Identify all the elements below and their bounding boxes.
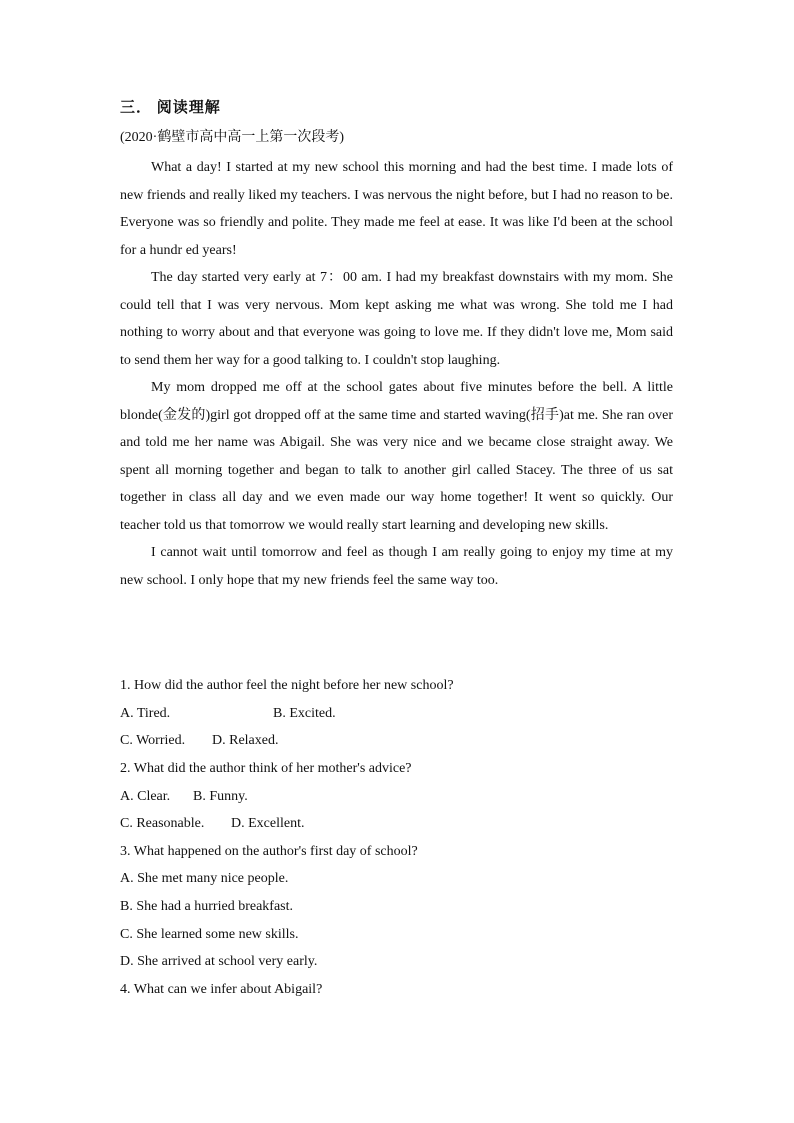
passage-paragraph-4: I cannot wait until tomorrow and feel as though I am really going to enjoy my time at my new school. I only hope that my new friends feel the same way too. [120,545,673,588]
question-3-option-c: C. She learned some new skills. [120,927,299,942]
question-2-stem: 2. What did the author think of her mother's advice? [120,761,412,776]
section-title: 三． 阅读理解 [120,100,221,116]
passage-paragraph-1: What a day! I started at my new school this morning and had the best time. I made lots of new friends and really liked my teachers. I was nervous the night before, but I had no reason to be. Everyone was so friendly and polite. They made me feel at ease. It was like I'd been at the school for a hundr ed years! [120,160,673,258]
question-2-option-a: A. Clear. [120,789,171,804]
question-3-option-a: A. She met many nice people. [120,871,289,886]
passage-paragraph-3: My mom dropped me off at the school gates about five minutes before the bell. A little blonde(金发的)girl got dropped off at the same time and started waving(招手)at me. She ran over and told me her name was Abigail. She was very nice and we became close straight away. We spent all morning together and began to talk to another girl called Stacey. The three of us sat together in class all day and we even made our way home together! It went so quickly. Our teacher told us that tomorrow we would really start learning and developing new skills. [120,380,673,533]
question-2-option-c: C. Reasonable. [120,816,205,831]
question-3-stem: 3. What happened on the author's first day of school? [120,844,418,859]
passage-paragraph-2: The day started very early at 7：00 am. I had my breakfast downstairs with my mom. She could tell that I was very nervous. Mom kept asking me what was wrong. She told me I had nothing to worry about and that everyone was going to love me. If they didn't love me, Mom said to send them her way for a good talking to. I couldn't stop laughing. [120,270,673,368]
question-2-option-b: B. Funny. [193,789,248,804]
source-line: (2020·鹤壁市高中高一上第一次段考) [120,130,344,145]
question-1-option-c: C. Worried. [120,733,186,748]
question-4-stem: 4. What can we infer about Abigail? [120,982,323,997]
question-1-option-a: A. Tired. [120,706,171,721]
question-1-option-b: B. Excited. [273,706,336,721]
question-1-option-d: D. Relaxed. [212,733,279,748]
question-2-option-d: D. Excellent. [231,816,305,831]
reading-passage [120,154,673,594]
question-3-option-b: B. She had a hurried breakfast. [120,899,293,914]
question-1-stem: 1. How did the author feel the night before her new school? [120,678,454,693]
question-3-option-d: D. She arrived at school very early. [120,954,318,969]
